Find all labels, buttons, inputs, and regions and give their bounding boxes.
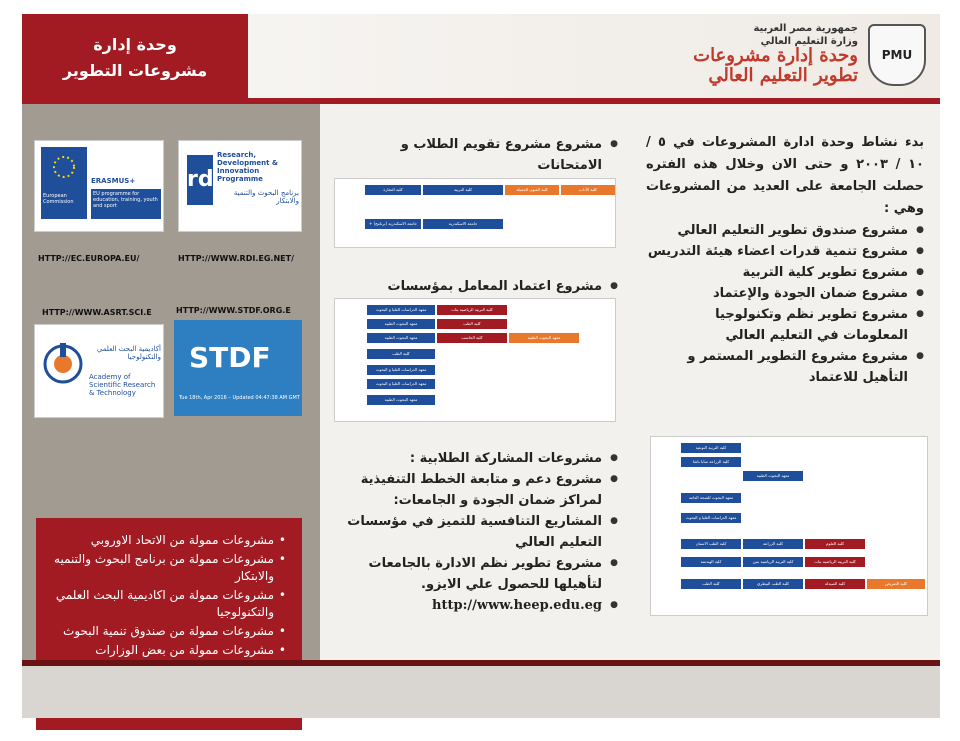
projects-list bbox=[646, 220, 924, 388]
chart-bar: كلية الطب bbox=[437, 319, 507, 329]
chart-bar: كلية الفنون الجميلة bbox=[505, 185, 559, 195]
logo-unit-line2: تطوير التعليم العالي bbox=[708, 65, 858, 86]
chart-bar: معهد الدراسات العليا و البحوث bbox=[367, 305, 435, 315]
chart-bar: كلية الطب الاسنان bbox=[681, 539, 741, 549]
page-title: وحدة إدارة مشروعات التطوير bbox=[62, 35, 208, 80]
funded-item: • مشروعات ممولة من بعض الوزارات bbox=[52, 642, 286, 659]
chart-bar: معهد البحوث الطبية bbox=[367, 319, 435, 329]
lab-project-screenshot bbox=[334, 298, 616, 422]
middle-list bbox=[336, 448, 618, 616]
chart-bar: كلية الطب bbox=[681, 579, 741, 589]
eu-flag-icon bbox=[41, 147, 87, 219]
rdi-logo-icon: rd bbox=[187, 155, 213, 205]
chart-bar: جامعة الاسكندرية (برنامج) + كليات bbox=[365, 219, 421, 229]
funded-item: • مشروعات ممولة من برنامج البحوث والتنميه والابتكار bbox=[52, 551, 286, 585]
asrt-arabic-label: أكاديمية البحث العلمي والتكنولوجيا bbox=[96, 345, 161, 361]
heep-url-link[interactable]: http://www.heep.edu.eg bbox=[432, 598, 602, 613]
chart-bar: معهد البحوث الطبية bbox=[367, 395, 435, 405]
stdf-logo-text: STDF bbox=[189, 341, 271, 374]
chart-bar: كلية التربية النوعية bbox=[681, 443, 741, 453]
chart-bar: جامعة الاسكندرية bbox=[423, 219, 503, 229]
chart-bar: كلية الصيدلة bbox=[805, 579, 865, 589]
chart-bar: كلية الزراعة سابا باشا bbox=[681, 457, 741, 467]
chart-bar: كلية الطب bbox=[367, 349, 435, 359]
logo-republic: جمهورية مصر العربية bbox=[753, 23, 858, 34]
chart-bar: كلية التربية الرياضية بنات bbox=[805, 557, 865, 567]
pmu-badge: PMU bbox=[868, 24, 926, 86]
chart-bar: كلية الزراعة bbox=[743, 539, 803, 549]
chart-bar: كلية العلوم bbox=[805, 539, 865, 549]
header-title-box bbox=[22, 14, 248, 98]
middle-list-item: ● مشروعات المشاركة الطلابية : bbox=[336, 448, 618, 469]
chart-bar: كلية الهندسة bbox=[681, 557, 741, 567]
erasmus-label: ERASMUS+ bbox=[91, 177, 136, 185]
chart-bar: معهد البحوث للصحة العامة bbox=[681, 493, 741, 503]
chart-bar: كلية التجارة bbox=[365, 185, 421, 195]
asrt-url[interactable]: HTTP://WWW.ASRT.SCI.E bbox=[42, 308, 152, 317]
logo-ministry: وزارة التعليم العالي bbox=[760, 36, 858, 47]
stdf-url[interactable]: HTTP://WWW.STDF.ORG.E bbox=[176, 306, 291, 315]
middle-list-item[interactable] bbox=[336, 595, 618, 616]
chart-bar: كلية التربية bbox=[423, 185, 503, 195]
asrt-card[interactable] bbox=[34, 324, 164, 418]
project-item: ● مشروع تطوير نظم وتكنولوجيا المعلومات في التعليم العالي bbox=[646, 304, 924, 346]
chart-bar: كلية التمريض bbox=[867, 579, 925, 589]
funded-item: • مشروعات ممولة من اكاديمية البحث العلمي والتكنولوجيا bbox=[52, 587, 286, 621]
chart-bar: كلية الطب البيطري bbox=[743, 579, 803, 589]
chart-bar: معهد الدراسات العليا و البحوث bbox=[367, 365, 435, 375]
chart-bar: معهد الدراسات العليا و البحوث bbox=[681, 513, 741, 523]
project-item: ● مشروع مشروع التطوير المستمر و التأهيل للاعتماد bbox=[646, 346, 924, 388]
footer bbox=[22, 666, 940, 718]
chart-bar: كلية الحاسب bbox=[437, 333, 507, 343]
stdf-card[interactable] bbox=[174, 320, 302, 416]
erasmus-url[interactable]: HTTP://EC.EUROPA.EU/ bbox=[38, 254, 140, 263]
exam-project-label: ● مشروع مشروع تقويم الطلاب و الامتحانات bbox=[336, 134, 618, 176]
chart-bar: كلية الآداب bbox=[561, 185, 615, 195]
logo-unit-text bbox=[693, 46, 858, 86]
lab-accreditation-label: ● مشروع اعتماد المعامل بمؤسسات bbox=[336, 276, 618, 297]
exam-project-screenshot bbox=[334, 178, 616, 248]
middle-item-1 bbox=[336, 134, 618, 176]
rdi-label: Research, Development & Innovation Programme bbox=[217, 151, 279, 183]
middle-list-item: ● مشروع تطوير نظم الادارة بالجامعات لتأهيلها للحصول علي الايزو. bbox=[336, 553, 618, 595]
funded-item: • مشروعات ممولة من صندوق تنمية البحوث bbox=[52, 623, 286, 640]
project-item: ● مشروع ضمان الجودة والإعتماد bbox=[646, 283, 924, 304]
chart-bar: معهد البحوث الطبية bbox=[509, 333, 579, 343]
chart-bar: معهد الدراسات العليا و البحوث bbox=[367, 379, 435, 389]
erasmus-card[interactable] bbox=[34, 140, 164, 232]
logo-unit-line1: وحدة إدارة مشروعات bbox=[693, 45, 858, 66]
eu-commission-label: European Commission bbox=[43, 193, 74, 205]
rdi-url[interactable]: HTTP://WWW.RDI.EG.NET/ bbox=[178, 254, 294, 263]
asrt-label: Academy of Scientific Research & Technology bbox=[89, 373, 156, 397]
chart-bar: معهد البحوث الطبية bbox=[743, 471, 803, 481]
intro-text: بدء نشاط وحدة ادارة المشروعات في ٥ / ١٠ / ٢٠٠٣ و حتى الان وخلال هذه الفتره حصلت الجامعة على العديد من المشروعات وهي : bbox=[646, 135, 925, 216]
projects-column bbox=[646, 132, 924, 388]
rdi-arabic-label: برنامج البحوث والتنمية والابتكار bbox=[233, 189, 299, 205]
middle-list-item: ● مشروع دعم و متابعة الخطط التنفيذية لمراكز ضمان الجودة و الجامعات: bbox=[336, 469, 618, 511]
partners-column bbox=[22, 104, 320, 660]
asrt-emblem-icon bbox=[41, 339, 85, 389]
stdf-updated-text: Tue 18th, Apr 2016 – Updated 04:47:38 AM GMT bbox=[179, 395, 300, 401]
project-item: ● مشروع تطوير كلية التربية bbox=[646, 262, 924, 283]
middle-item-2 bbox=[336, 276, 618, 297]
faculties-screenshot bbox=[650, 436, 928, 616]
erasmus-desc: EU programme for education, training, youth and sport bbox=[91, 189, 161, 219]
project-item: ● مشروع صندوق تطوير التعليم العالي bbox=[646, 220, 924, 241]
middle-list-item: ● المشاريع التنافسية للتميز في مؤسسات التعليم العالي bbox=[336, 511, 618, 553]
pmu-logo bbox=[640, 18, 930, 92]
poster bbox=[22, 14, 940, 718]
chart-bar: معهد البحوث الطبية bbox=[367, 333, 435, 343]
rdi-card[interactable] bbox=[178, 140, 302, 232]
project-item: ● مشروع تنمية قدرات اعضاء هيئة التدريس bbox=[646, 241, 924, 262]
main-panel bbox=[320, 104, 940, 660]
funded-projects-list bbox=[52, 532, 286, 659]
eu-stars-icon bbox=[41, 147, 87, 187]
chart-bar: كلية التربية الرياضية بنات bbox=[437, 305, 507, 315]
chart-bar: كلية التربية الرياضية بنين bbox=[743, 557, 803, 567]
funded-item: • مشروعات ممولة من الاتحاد الاوروبي bbox=[52, 532, 286, 549]
